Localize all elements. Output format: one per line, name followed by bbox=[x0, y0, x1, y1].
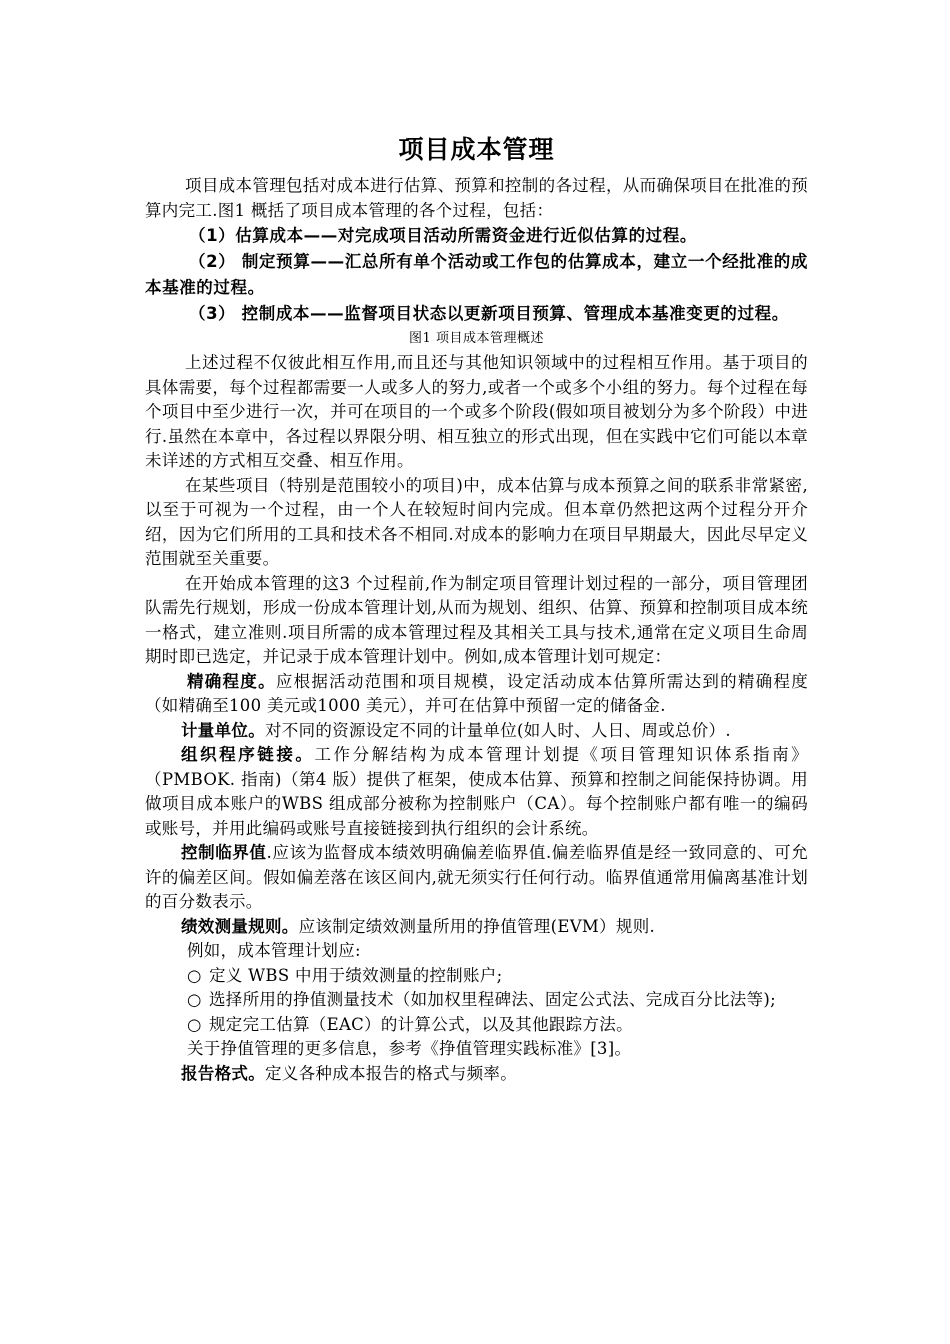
plan-item-thresholds bbox=[145, 841, 808, 915]
paragraph-3: 在开始成本管理的这3 个过程前,作为制定项目管理计划过程的一部分，项目管理团队需先行规划，形成一份成本管理计划,从而为规划、组织、估算、预算和控制项目成本统一格式，建立准则.项目所需的成本管理过程及其相关工具与技术,通常在定义项目生命周期时即已选定，并记录于成本管理计划中。例如,成本管理计划可规定： bbox=[145, 573, 808, 666]
document-page bbox=[145, 128, 808, 1086]
bullet-text: 选择所用的挣值测量技术（如加权里程碑法、固定公式法、完成百分比法等); bbox=[209, 990, 776, 1009]
plan-item-text: 工作分解结构为成本管理计划提《项目管理知识体系指南》（PMBOK. 指南)（第4 版）提供了框架，使成本估算、预算和控制之间能保持协调。用做项目成本账户的WBS 组成部分被称为控制账户（CA）。每个控制账户都有唯一的编码或账号，并用此编码或账号直接链接到执行组织的会计系统。 bbox=[145, 745, 808, 838]
circle-bullet-icon: ○ bbox=[187, 990, 202, 1009]
circle-bullet-icon: ○ bbox=[187, 965, 202, 985]
plan-item-text: 对不同的资源设定不同的计量单位(如人时、人日、周或总价）. bbox=[265, 720, 731, 740]
plan-item-text: 应该制定绩效测量所用的挣值管理(EVM）规则. bbox=[298, 916, 656, 936]
example-intro: 例如，成本管理计划应: bbox=[187, 941, 361, 960]
plan-item-term: 控制临界值 bbox=[181, 843, 267, 862]
plan-item-accuracy bbox=[145, 670, 808, 719]
reference-note: 关于挣值管理的更多信息，参考《挣值管理实践标准》[3]。 bbox=[187, 1039, 632, 1058]
plan-item-org-links bbox=[145, 743, 808, 841]
plan-item-report-format bbox=[145, 1062, 808, 1087]
bullet-item bbox=[145, 1013, 808, 1038]
plan-item-term: 组织程序链接。 bbox=[181, 745, 315, 764]
circle-bullet-icon: ○ bbox=[187, 1014, 202, 1034]
bullet-text: 规定完工估算（EAC）的计算公式，以及其他跟踪方法。 bbox=[209, 1014, 633, 1034]
figure-caption: 图1 项目成本管理概述 bbox=[409, 331, 544, 346]
plan-item-performance-rules bbox=[145, 915, 808, 940]
plan-item-term: 报告格式。 bbox=[181, 1063, 265, 1083]
plan-item-term: 计量单位。 bbox=[181, 720, 265, 740]
paragraph-1: 上述过程不仅彼此相互作用,而且还与其他知识领域中的过程相互作用。基于项目的具体需要，每个过程都需要一人或多人的努力,或者一个或多个小组的努力。每个过程在每个项目中至少进行一次，并可在项目的一个或多个阶段(假如项目被划分为多个阶段）中进行.虽然在本章中，各过程以界限分明、相互独立的形式出现，但在实践中它们可能以本章未详述的方式相互交叠、相互作用。 bbox=[145, 353, 808, 470]
paragraph-2: 在某些项目（特别是范围较小的项目)中，成本估算与成本预算之间的联系非常紧密,以至于可视为一个过程，由一个人在较短时间内完成。但本章仍然把这两个过程分开介绍，因为它们所用的工具和技术各不相同.对成本的影响力在项目早期最大，因此尽早定义范围就至关重要。 bbox=[145, 475, 808, 568]
plan-item-text: .应该为监督成本绩效明确偏差临界值.偏差临界值是经一致同意的、可允许的偏差区间。假如偏差落在该区间内,就无须实行任何行动。临界值通常用偏离基准计划的百分数表示。 bbox=[145, 843, 809, 911]
plan-item-text: 定义各种成本报告的格式与频率。 bbox=[265, 1063, 517, 1083]
bullet-item bbox=[145, 964, 808, 989]
plan-item-term: 精确程度。 bbox=[187, 671, 276, 691]
process-item-2: （2） 制定预算——汇总所有单个活动或工作包的估算成本，建立一个经批准的成本基准的过程。 bbox=[145, 252, 808, 297]
intro-paragraph: 项目成本管理包括对成本进行估算、预算和控制的各过程，从而确保项目在批准的预算内完工.图1 概括了项目成本管理的各个过程，包括： bbox=[145, 176, 808, 220]
process-item-3: （3） 控制成本——监督项目状态以更新项目预算、管理成本基准变更的过程。 bbox=[189, 304, 789, 323]
page-title: 项目成本管理 bbox=[398, 135, 555, 164]
plan-item-text: 应根据活动范围和项目规模，设定活动成本估算所需达到的精确程度（如精确至100 美元或1000 美元），并可在估算中预留一定的储备金. bbox=[145, 671, 809, 715]
process-item-1: （1）估算成本——对完成项目活动所需资金进行近似估算的过程。 bbox=[189, 226, 697, 245]
plan-item-units bbox=[145, 719, 808, 744]
bullet-item bbox=[145, 988, 808, 1013]
plan-item-term: 绩效测量规则。 bbox=[181, 916, 299, 936]
bullet-text: 定义 WBS 中用于绩效测量的控制账户; bbox=[209, 965, 503, 985]
